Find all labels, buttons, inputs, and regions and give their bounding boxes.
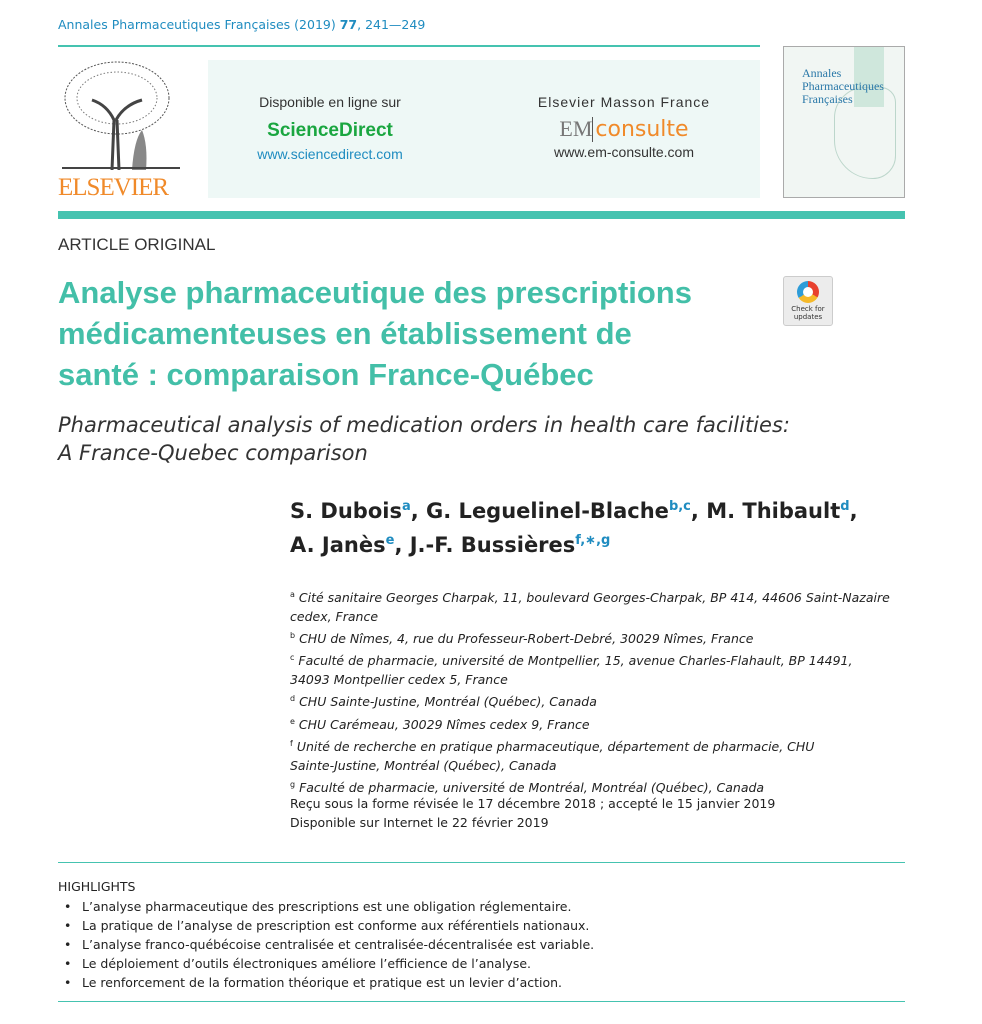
affiliation: $^a$ Cité sanitaire Georges Charpak, 11, boulevard Georges-Charpak, BP 414, 44606 Saint-Nazaire cedex, France [290, 590, 890, 625]
affiliation: $^c$ Faculté de pharmacie, université de Montpellier, 15, avenue Charles-Flahault, BP 14491, 34093 Montpellier cedex 5, France [290, 653, 853, 688]
check-for-updates-button[interactable]: Check for updates [783, 276, 833, 326]
divider [58, 211, 905, 219]
list-item: • Le renforcement de la formation théorique et pratique est un levier d’action. [58, 973, 594, 992]
elsevier-logo: ELSEVIER [58, 60, 185, 200]
journal-cover: Annales Pharmaceutiques Françaises [783, 46, 905, 198]
emconsulte-logo: EM consulte [559, 116, 689, 142]
affiliation: $^f$ Unité de recherche en pratique pharmaceutique, département de pharmacie, CHU Sainte-Justine, Montréal (Québec), Canada [290, 738, 815, 773]
highlights-heading: HIGHLIGHTS [58, 879, 136, 894]
tree-icon [62, 60, 180, 172]
list-item: • Le déploiement d’outils électroniques améliore l’efficience de l’analyse. [58, 954, 594, 973]
author[interactable]: J.-F. Bussières [409, 533, 576, 557]
article-type: ARTICLE ORIGINAL [58, 235, 216, 254]
article-subtitle: Pharmaceutical analysis of medication orders in health care facilities: A France-Quebec comparison [58, 413, 790, 465]
author[interactable]: S. Dubois [290, 499, 402, 523]
update-icon [797, 281, 819, 303]
sciencedirect-block: Disponible en ligne sur ScienceDirect www.sciencedirect.com [210, 94, 450, 162]
divider [58, 45, 760, 47]
journal-citation[interactable]: Annales Pharmaceutiques Françaises (2019) 77, 241—249 [58, 17, 426, 32]
author[interactable]: A. Janès [290, 533, 386, 557]
affiliation: $^b$ CHU de Nîmes, 4, rue du Professeur-Robert-Debré, 30029 Nîmes, France [290, 631, 754, 647]
sciencedirect-logo: ScienceDirect [267, 120, 393, 141]
article-dates: Reçu sous la forme révisée le 17 décembre 2018 ; accepté le 15 janvier 2019 Disponible sur Internet le 22 février 2019 [290, 796, 776, 830]
affiliations [290, 585, 890, 797]
author-list: S. Dubois$^a$, G. Leguelinel-Blache$^{b,c}$, M. Thibault$^d$, A. Janès$^e$, J.-F. Bussières$^{f,∗,g}$ [290, 499, 858, 557]
highlights-list [58, 897, 594, 992]
divider [58, 1001, 905, 1002]
list-item: • L’analyse pharmaceutique des prescriptions est une obligation réglementaire. [58, 897, 594, 916]
sciencedirect-link[interactable]: www.sciencedirect.com [257, 146, 403, 162]
affiliation: $^d$ CHU Sainte-Justine, Montréal (Québec), Canada [290, 694, 597, 710]
affiliation: $^g$ Faculté de pharmacie, université de Montréal, Montréal (Québec), Canada [290, 779, 765, 796]
divider [58, 862, 905, 863]
emconsulte-block: Elsevier Masson France EM consulte www.em-consulte.com [504, 94, 744, 160]
publisher-banner [208, 60, 760, 198]
article-title: Analyse pharmaceutique des prescriptions médicamenteuses en établissement de santé : comparaison France-Québec [58, 275, 692, 392]
list-item: • La pratique de l’analyse de prescription est conforme aux référentiels nationaux. [58, 916, 594, 935]
author[interactable]: M. Thibault [706, 499, 841, 523]
author[interactable]: G. Leguelinel-Blache [426, 499, 669, 523]
list-item: • L’analyse franco-québécoise centralisée et centralisée-décentralisée est variable. [58, 935, 594, 954]
affiliation: $^e$ CHU Carémeau, 30029 Nîmes cedex 9, France [290, 716, 590, 732]
emconsulte-link[interactable]: www.em-consulte.com [553, 144, 695, 160]
